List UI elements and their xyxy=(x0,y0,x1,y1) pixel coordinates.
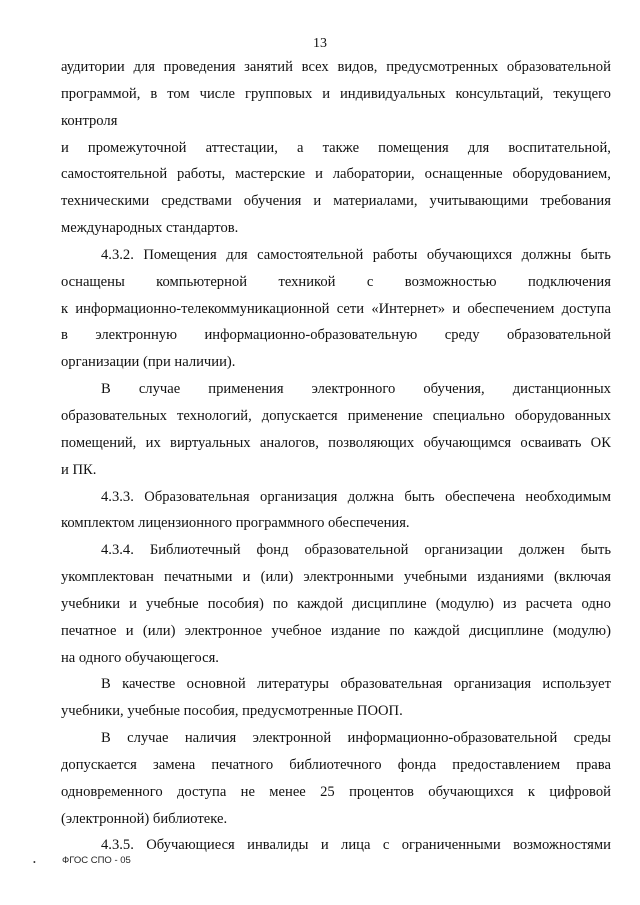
text-line: самостоятельной работы, мастерские и лаборатории, оснащенные оборудованием, xyxy=(61,166,611,183)
text-line: образовательных технологий, допускается применение специально оборудованных xyxy=(61,407,611,424)
text-line: учебники, учебные пособия, предусмотренные ПООП. xyxy=(61,703,403,720)
text-line: печатное и (или) электронное учебное издание по каждой дисциплине (модулю) xyxy=(61,622,611,639)
text-line: оснащены компьютерной техникой с возможностью подключения xyxy=(61,273,611,290)
text-line: аудитории для проведения занятий всех видов, предусмотренных образовательной xyxy=(61,59,611,75)
text-line: на одного обучающегося. xyxy=(61,649,219,666)
text-line: одновременного доступа не менее 25 процентов обучающихся к цифровой xyxy=(61,783,611,800)
text-line: (электронной) библиотеке. xyxy=(61,810,228,827)
text-line: помещений, их виртуальных аналогов, позволяющих обучающимся осваивать ОК xyxy=(61,434,611,451)
text-line: техническими средствами обучения и материалами, учитывающими требования xyxy=(61,193,611,210)
text-line: В случае применения электронного обучения, дистанционных xyxy=(101,381,611,398)
text-line: международных стандартов. xyxy=(61,220,239,237)
text-line: контроля xyxy=(61,112,118,129)
text-line: 4.3.5. Обучающиеся инвалиды и лица с ограниченными возможностями xyxy=(101,837,611,854)
page-number: 13 xyxy=(313,36,327,51)
text-line: 4.3.3. Образовательная организация должна быть обеспечена необходимым xyxy=(101,488,611,505)
text-line: и ПК. xyxy=(61,461,97,478)
footer-mark: • xyxy=(33,858,36,867)
text-line: В качестве основной литературы образовательная организация использует xyxy=(101,676,611,693)
text-line: программой, в том числе групповых и индивидуальных консультаций, текущего xyxy=(61,85,611,102)
text-line: в электронную информационно-образовательную среду образовательной xyxy=(61,327,611,344)
text-line: 4.3.4. Библиотечный фонд образовательной организации должен быть xyxy=(101,542,611,559)
text-line: В случае наличия электронной информационно-образовательной среды xyxy=(101,730,611,747)
text-line: к информационно-телекоммуникационной сети «Интернет» и обеспечением доступа xyxy=(61,300,611,317)
text-line: допускается замена печатного библиотечного фонда предоставлением права xyxy=(61,756,611,773)
text-line: и промежуточной аттестации, а также помещения для воспитательной, xyxy=(61,139,611,156)
text-line: учебники и учебные пособия) по каждой дисциплине (модулю) из расчета одно xyxy=(61,595,611,612)
text-line: 4.3.2. Помещения для самостоятельной работы обучающихся должны быть xyxy=(101,246,611,263)
text-line: укомплектован печатными и (или) электронными учебными изданиями (включая xyxy=(61,569,611,586)
text-line: организации (при наличии). xyxy=(61,354,236,371)
text-line: комплектом лицензионного программного обеспечения. xyxy=(61,515,410,532)
document-body xyxy=(61,54,611,859)
page-footer: ФГОС СПО - 05 xyxy=(62,855,131,866)
